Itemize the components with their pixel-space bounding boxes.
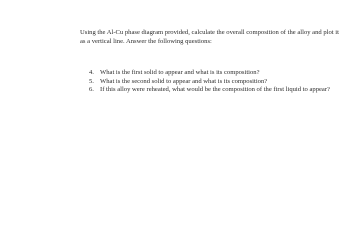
intro-paragraph: Using the Al-Cu phase diagram provided, calculate the overall composition of the alloy and plot it as a vertical line. Answer the following questions: (80, 29, 339, 45)
question-item (89, 69, 347, 78)
question-number: 6. (89, 86, 94, 94)
question-number: 4. (89, 69, 94, 76)
question-number: 5. (89, 77, 94, 85)
question-text: If this alloy were reheated, what would be the composition of the first liquid to appear? (100, 86, 330, 94)
question-item (89, 78, 347, 87)
question-item (89, 86, 347, 95)
question-list (89, 69, 347, 95)
question-text: What is the first solid to appear and what is its composition? (100, 69, 260, 76)
document-page (0, 0, 350, 95)
question-text: What is the second solid to appear and what is its composition? (100, 77, 268, 85)
